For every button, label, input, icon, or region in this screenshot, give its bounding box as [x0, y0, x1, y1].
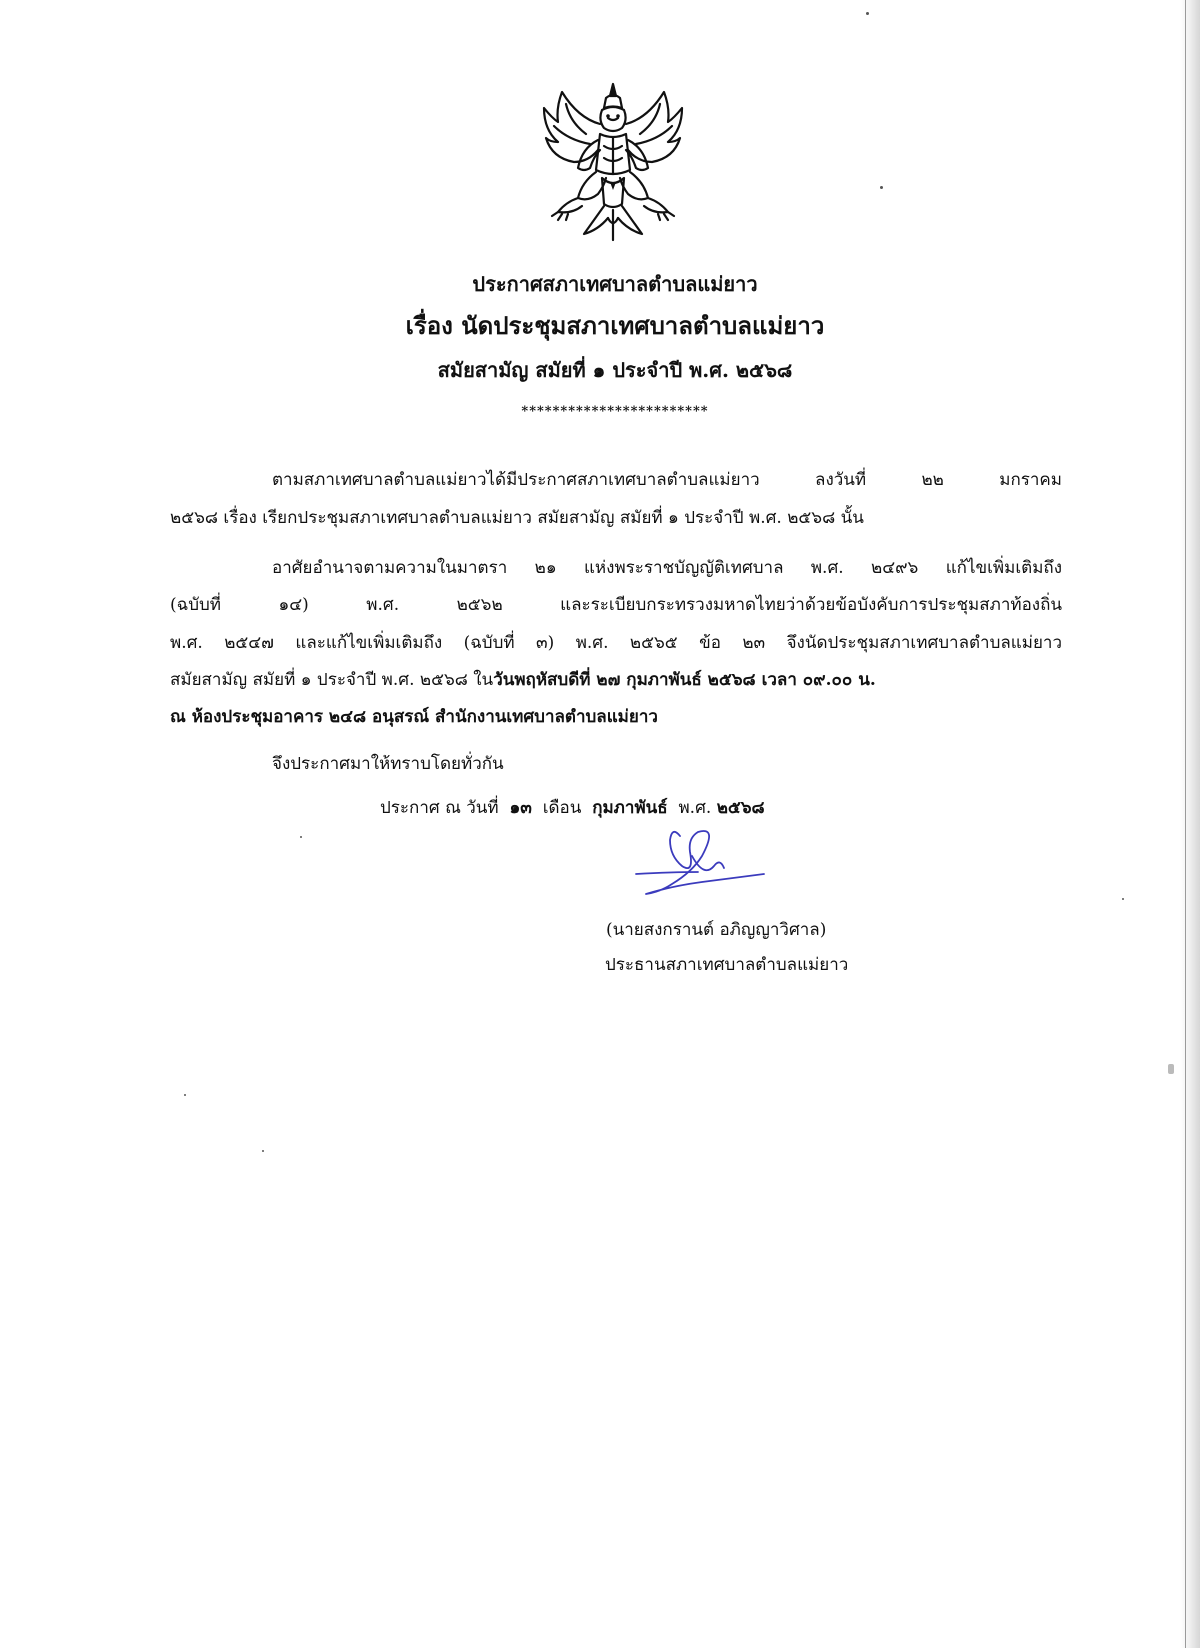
announcement-subject: เรื่อง นัดประชุมสภาเทศบาลตำบลแม่ยาว — [405, 311, 825, 340]
scan-speck — [262, 1150, 264, 1152]
separator: ************************ — [521, 404, 709, 419]
paragraph-1-line-1: ตามสภาเทศบาลตำบลแม่ยาวได้มีประกาศสภาเทศบาลตำบลแม่ยาว ลงวันที่ ๒๒ มกราคม — [272, 470, 1062, 490]
scan-speck — [184, 1094, 186, 1096]
garuda-emblem-icon — [538, 78, 688, 248]
announcement-title: ประกาศสภาเทศบาลตำบลแม่ยาว — [472, 272, 758, 296]
date-prefix: ประกาศ ณ วันที่ — [380, 798, 499, 818]
paragraph-2-line-1: อาศัยอำนาจตามความในมาตรา ๒๑ แห่งพระราชบัญญัติเทศบาล พ.ศ. ๒๔๙๖ แก้ไขเพิ่มเติมถึง — [272, 558, 1062, 578]
scan-speck — [1122, 898, 1124, 900]
scan-speck — [880, 186, 883, 189]
paragraph-1-line-2: ๒๕๖๘ เรื่อง เรียกประชุมสภาเทศบาลตำบลแม่ยาว สมัยสามัญ สมัยที่ ๑ ประจำปี พ.ศ. ๒๕๖๘ นั้น — [170, 508, 864, 528]
date-month: กุมภาพันธ์ — [592, 798, 668, 818]
scan-speck — [1168, 1064, 1174, 1074]
paragraph-2-line-4-text: สมัยสามัญ สมัยที่ ๑ ประจำปี พ.ศ. ๒๕๖๘ ใน — [170, 670, 494, 690]
scan-speck — [866, 12, 869, 15]
date-year: ๒๕๖๘ — [716, 798, 765, 818]
scan-edge-line — [1185, 0, 1186, 1648]
signatory-position: ประธานสภาเทศบาลตำบลแม่ยาว — [605, 955, 849, 975]
date-year-label: พ.ศ. — [678, 798, 712, 818]
paragraph-2-line-3: พ.ศ. ๒๕๔๗ และแก้ไขเพิ่มเติมถึง (ฉบับที่ ๓) พ.ศ. ๒๕๖๕ ข้อ ๒๓ จึงนัดประชุมสภาเทศบาลตำบลแม่ยาว — [170, 633, 1062, 653]
date-month-label: เดือน — [542, 798, 582, 818]
meeting-location: ณ ห้องประชุมอาคาร ๒๔๘ อนุสรณ์ สำนักงานเทศบาลตำบลแม่ยาว — [170, 707, 658, 727]
scan-speck — [300, 836, 302, 838]
paragraph-2-line-2: (ฉบับที่ ๑๔) พ.ศ. ๒๕๖๒ และระเบียบกระทรวงมหาดไทยว่าด้วยข้อบังคับการประชุมสภาท้องถิ่น — [170, 595, 1062, 615]
announcement-date — [380, 796, 765, 820]
paragraph-3: จึงประกาศมาให้ทราบโดยทั่วกัน — [272, 754, 504, 774]
date-day: ๑๓ — [509, 798, 532, 818]
scan-edge-shadow — [1180, 0, 1200, 1648]
paragraph-2-line-4 — [170, 668, 876, 692]
signature-icon — [632, 822, 772, 912]
session-title: สมัยสามัญ สมัยที่ ๑ ประจำปี พ.ศ. ๒๕๖๘ — [437, 358, 793, 382]
meeting-datetime: วันพฤหัสบดีที่ ๒๗ กุมภาพันธ์ ๒๕๖๘ เวลา ๐๙.๐๐ น. — [493, 670, 876, 690]
signatory-name: (นายสงกรานต์ อภิญญาวิศาล) — [606, 920, 827, 940]
